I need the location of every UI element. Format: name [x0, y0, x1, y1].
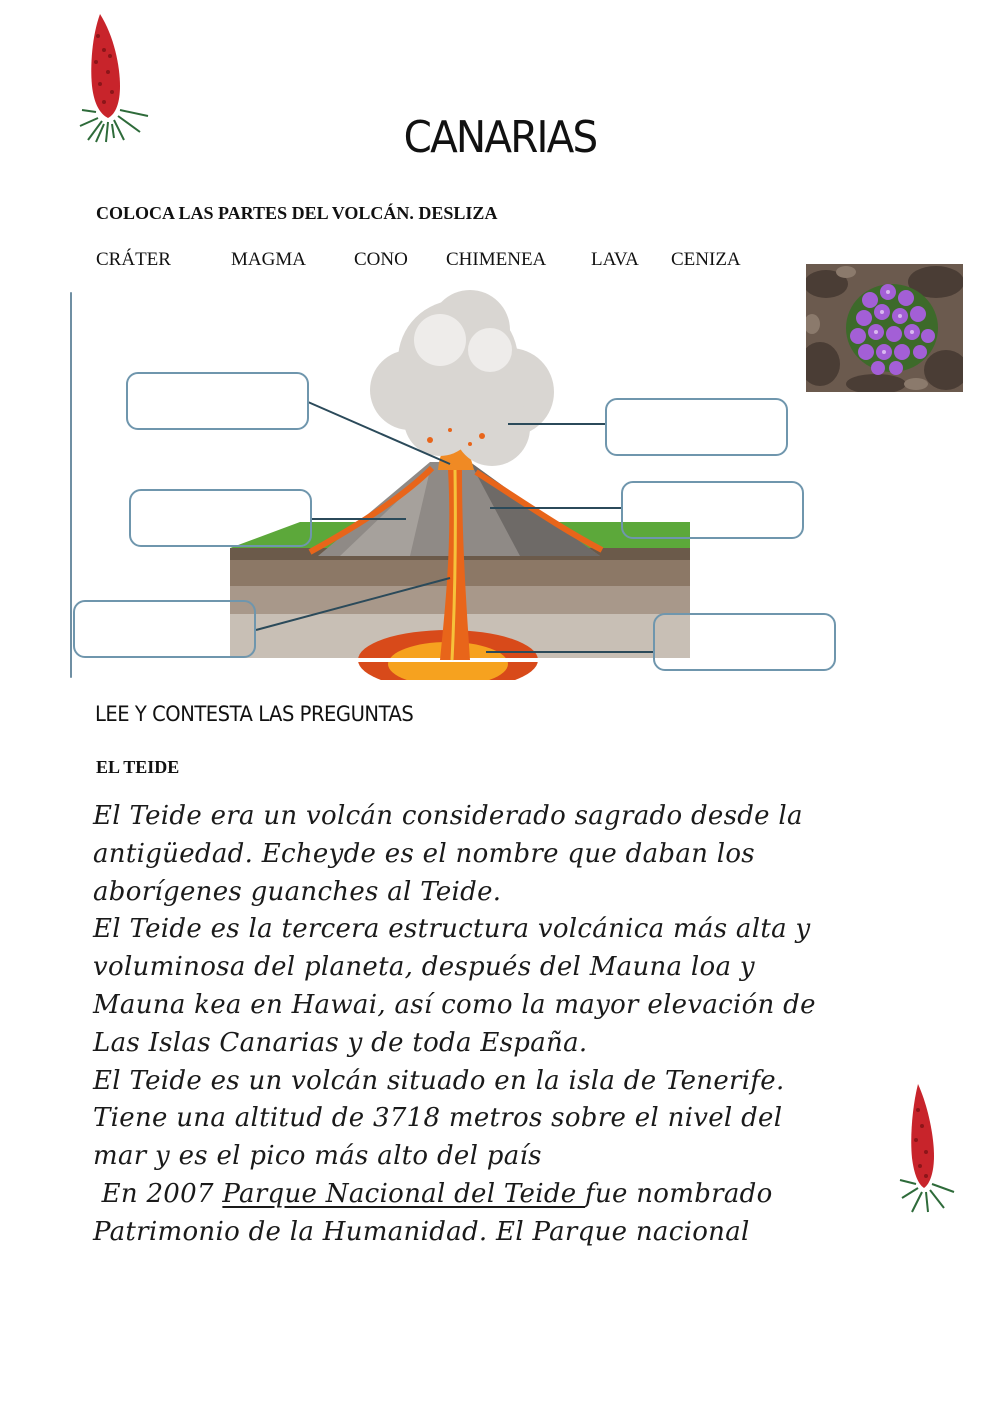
text-line: antigüedad. Echeyde es el nombre que daban los — [93, 838, 755, 869]
word-lava[interactable]: LAVA — [591, 249, 639, 270]
text-line: Tiene una altitud de 3718 metros sobre el nivel del — [93, 1103, 783, 1134]
drop-box-magma[interactable] — [653, 613, 836, 671]
drop-box-cono[interactable] — [129, 489, 312, 547]
text-line: mar y es el pico más alto del país — [93, 1141, 542, 1172]
word-ceniza[interactable]: CENIZA — [671, 249, 741, 270]
text-line: Mauna kea en Hawai, así como la mayor elevación de — [93, 989, 816, 1020]
text-line: El Teide es un volcán situado en la isla de Tenerife. — [93, 1065, 785, 1096]
text-line: voluminosa del planeta, después del Mauna loa y — [93, 952, 755, 983]
text-line: El Teide es la tercera estructura volcánica más alta y — [93, 914, 811, 945]
drop-box-chimenea[interactable] — [73, 600, 256, 658]
text-line: aborígenes guanches al Teide. — [93, 876, 502, 907]
drop-box-crater[interactable] — [126, 372, 309, 430]
word-crater[interactable]: CRÁTER — [96, 249, 171, 270]
text-line — [93, 1176, 923, 1214]
text-line: El Teide era un volcán considerado sagrado desde la — [93, 801, 803, 831]
word-chimenea[interactable]: CHIMENEA — [446, 249, 547, 270]
drop-box-lava[interactable] — [621, 481, 804, 539]
text-fragment: En 2007 — [93, 1178, 223, 1209]
text-fragment: fue nombrado — [585, 1178, 773, 1209]
drop-box-ceniza[interactable] — [605, 398, 788, 456]
reading-subheading: EL TEIDE — [96, 757, 180, 777]
word-cono[interactable]: CONO — [354, 249, 408, 270]
underlined-park-name: Parque Nacional del Teide — [222, 1178, 586, 1209]
reading-section-heading: LEE Y CONTESTA LAS PREGUNTAS — [95, 702, 414, 726]
text-line: Patrimonio de la Humanidad. El Parque nacional — [93, 1216, 750, 1247]
text-line: Las Islas Canarias y de toda España. — [93, 1027, 588, 1058]
instructions-text: COLOCA LAS PARTES DEL VOLCÁN. DESLIZA — [96, 203, 498, 223]
reading-text — [93, 798, 923, 1252]
word-magma[interactable]: MAGMA — [231, 249, 306, 270]
page-title: CANARIAS — [403, 112, 597, 163]
